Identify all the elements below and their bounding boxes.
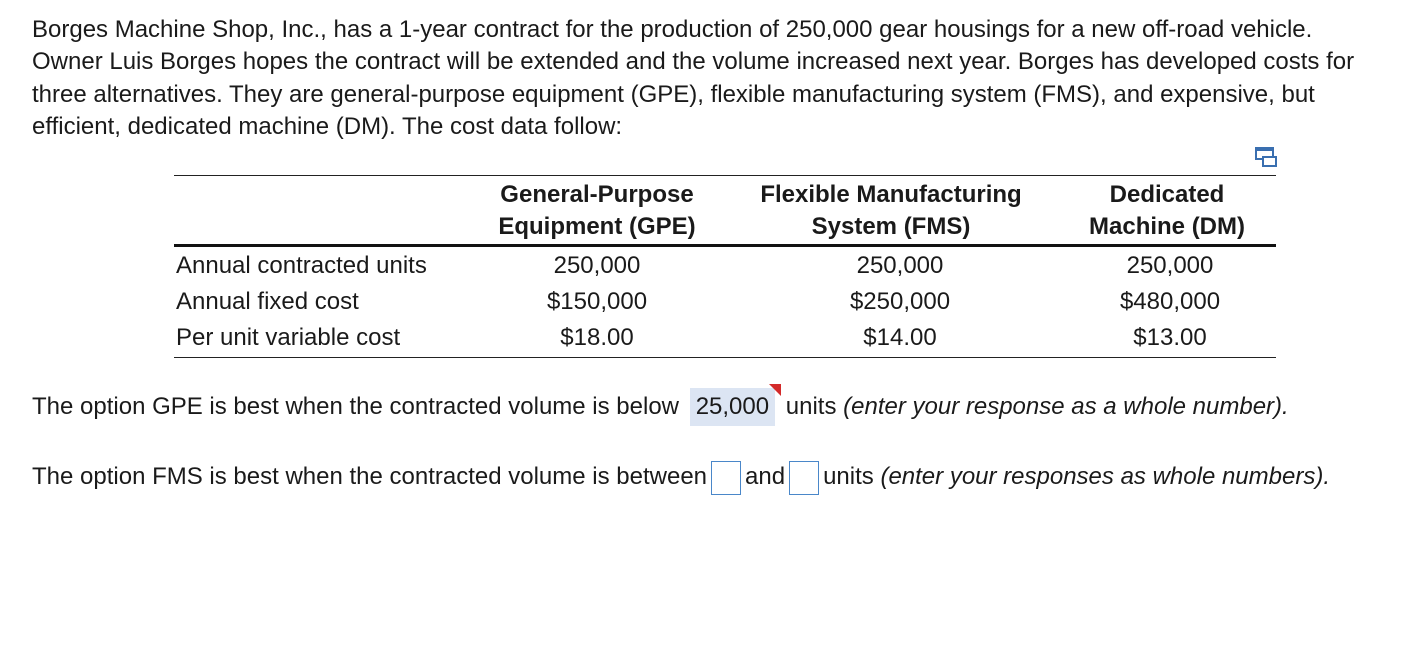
table-cell: $480,000 [1119,288,1221,315]
table-cell: 250,000 [1126,252,1214,279]
column-header-fms: Flexible Manufacturing System (FMS) [760,181,1022,240]
table-bottom-rule [174,357,1276,358]
problem-statement: Borges Machine Shop, Inc., has a 1-year contract for the production of 250,000 gear housings for a new off-road vehicle. Owner Luis Borges hopes the contract will be extended and the volume increased next year. Borges has developed costs for three alternatives. They are general-purpose equipment (GPE), flexible manufacturing system (FMS), and expensive, but efficient, dedicated machine (DM). The cost data follow: [32,16,1355,141]
question-gpe [32,388,1289,426]
and-text: and [745,463,786,490]
question-hint: (enter your responses as whole numbers). [880,463,1330,490]
table-cell: $250,000 [849,288,951,315]
units-text: units [823,463,874,490]
table-cell: $14.00 [863,324,937,351]
column-header-gpe: General-Purpose Equipment (GPE) [498,181,696,240]
table-cell: 250,000 [856,252,944,279]
table-top-rule [174,175,1276,176]
table-cell: $150,000 [546,288,648,315]
row-label: Annual contracted units [176,252,427,279]
incorrect-flag-icon [769,384,781,396]
question-text: The option GPE is best when the contracted volume is below [32,393,680,420]
table-cell: $13.00 [1133,324,1207,351]
fms-lower-bound-input[interactable] [711,461,741,495]
gpe-answer-field[interactable]: 25,000 [690,388,775,426]
table-cell: 250,000 [553,252,641,279]
row-label: Per unit variable cost [176,324,401,351]
question-text: The option FMS is best when the contracted volume is between [32,463,708,490]
table-cell: $18.00 [560,324,634,351]
units-text: units [785,393,837,420]
question-fms [32,458,1372,496]
table-header-rule [174,244,1276,247]
row-label: Annual fixed cost [176,288,359,315]
fms-upper-bound-input[interactable] [789,461,819,495]
question-hint: (enter your response as a whole number). [843,393,1289,420]
column-header-dm: Dedicated Machine (DM) [1089,181,1245,240]
copy-table-icon[interactable] [1254,146,1278,168]
